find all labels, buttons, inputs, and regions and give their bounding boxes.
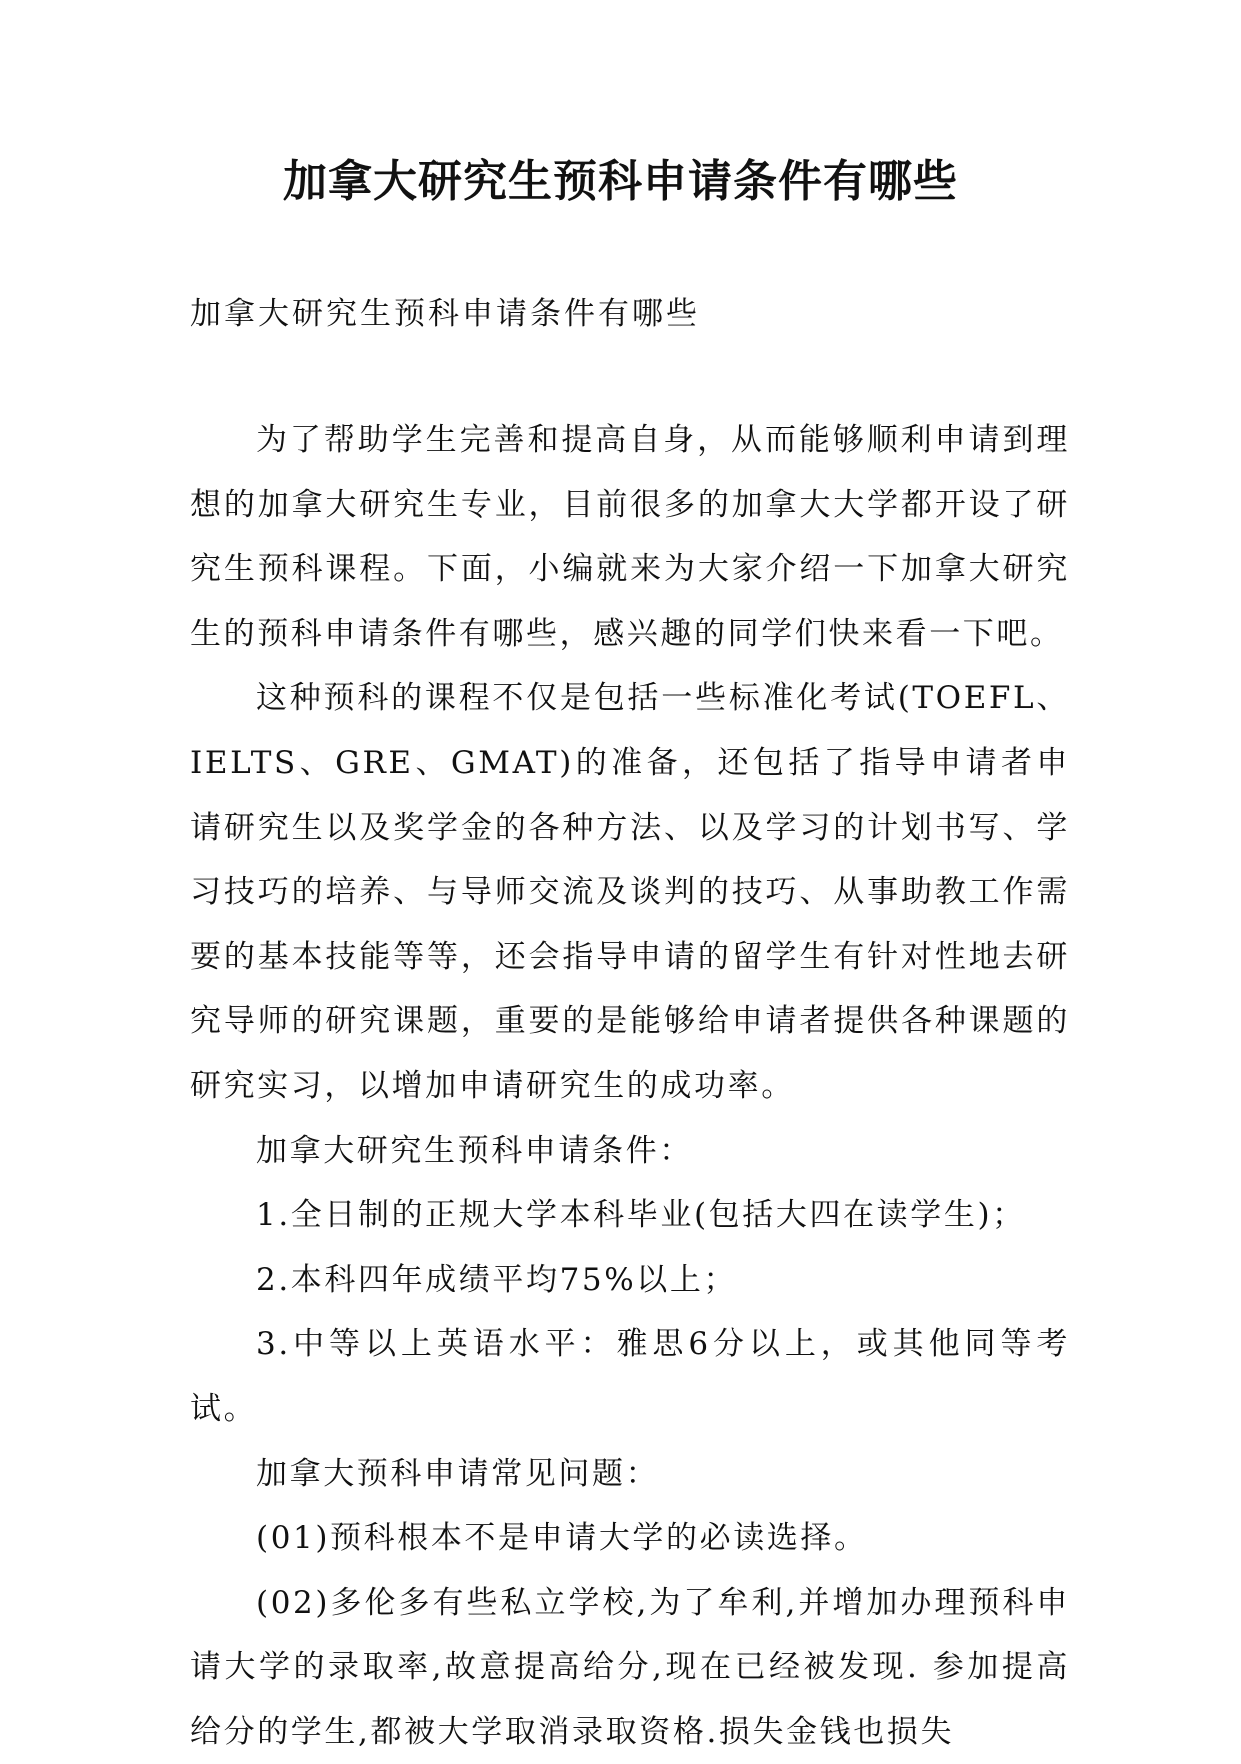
faq-item-1: (01)预科根本不是申请大学的必读选择。 <box>256 1520 868 1557</box>
document-title: 加拿大研究生预科申请条件有哪些 <box>283 156 958 207</box>
paragraph-requirements-heading: 加拿大研究生预科申请条件： <box>256 1132 693 1169</box>
faq-item-2: (02)多伦多有些私立学校,为了牟利,并增加办理预科申请大学的录取率,故意提高给分,现在已经被发现. 参加提高给分的学生,都被大学取消录取资格.损失金钱也损失 <box>190 1584 1070 1750</box>
paragraph-faq-heading: 加拿大预科申请常见问题： <box>256 1455 660 1492</box>
document-subtitle: 加拿大研究生预科申请条件有哪些 <box>190 296 700 332</box>
paragraph-intro: 为了帮助学生完善和提高自身，从而能够顺利申请到理想的加拿大研究生专业，目前很多的加拿大大学都开设了研究生预科课程。下面，小编就来为大家介绍一下加拿大研究生的预科申请条件有哪些，感兴趣的同学们快来看一下吧。 <box>190 422 1070 652</box>
requirement-item-1: 1.全日制的正规大学本科毕业(包括大四在读学生)； <box>256 1197 1026 1234</box>
document-body <box>190 408 1070 1764</box>
requirement-item-3: 3.中等以上英语水平：雅思6分以上，或其他同等考试。 <box>190 1326 1070 1427</box>
paragraph-course-content: 这种预科的课程不仅是包括一些标准化考试(TOEFL、IELTS、GRE、GMAT)的准备，还包括了指导申请者申请研究生以及奖学金的各种方法、以及学习的计划书写、学习技巧的培养、与导师交流及谈判的技巧、从事助教工作需要的基本技能等等，还会指导申请的留学生有针对性地去研究导师的研究课题，重要的是能够给申请者提供各种课题的研究实习，以增加申请研究生的成功率。 <box>190 680 1070 1104</box>
requirement-item-2: 2.本科四年成绩平均75%以上； <box>256 1261 738 1298</box>
